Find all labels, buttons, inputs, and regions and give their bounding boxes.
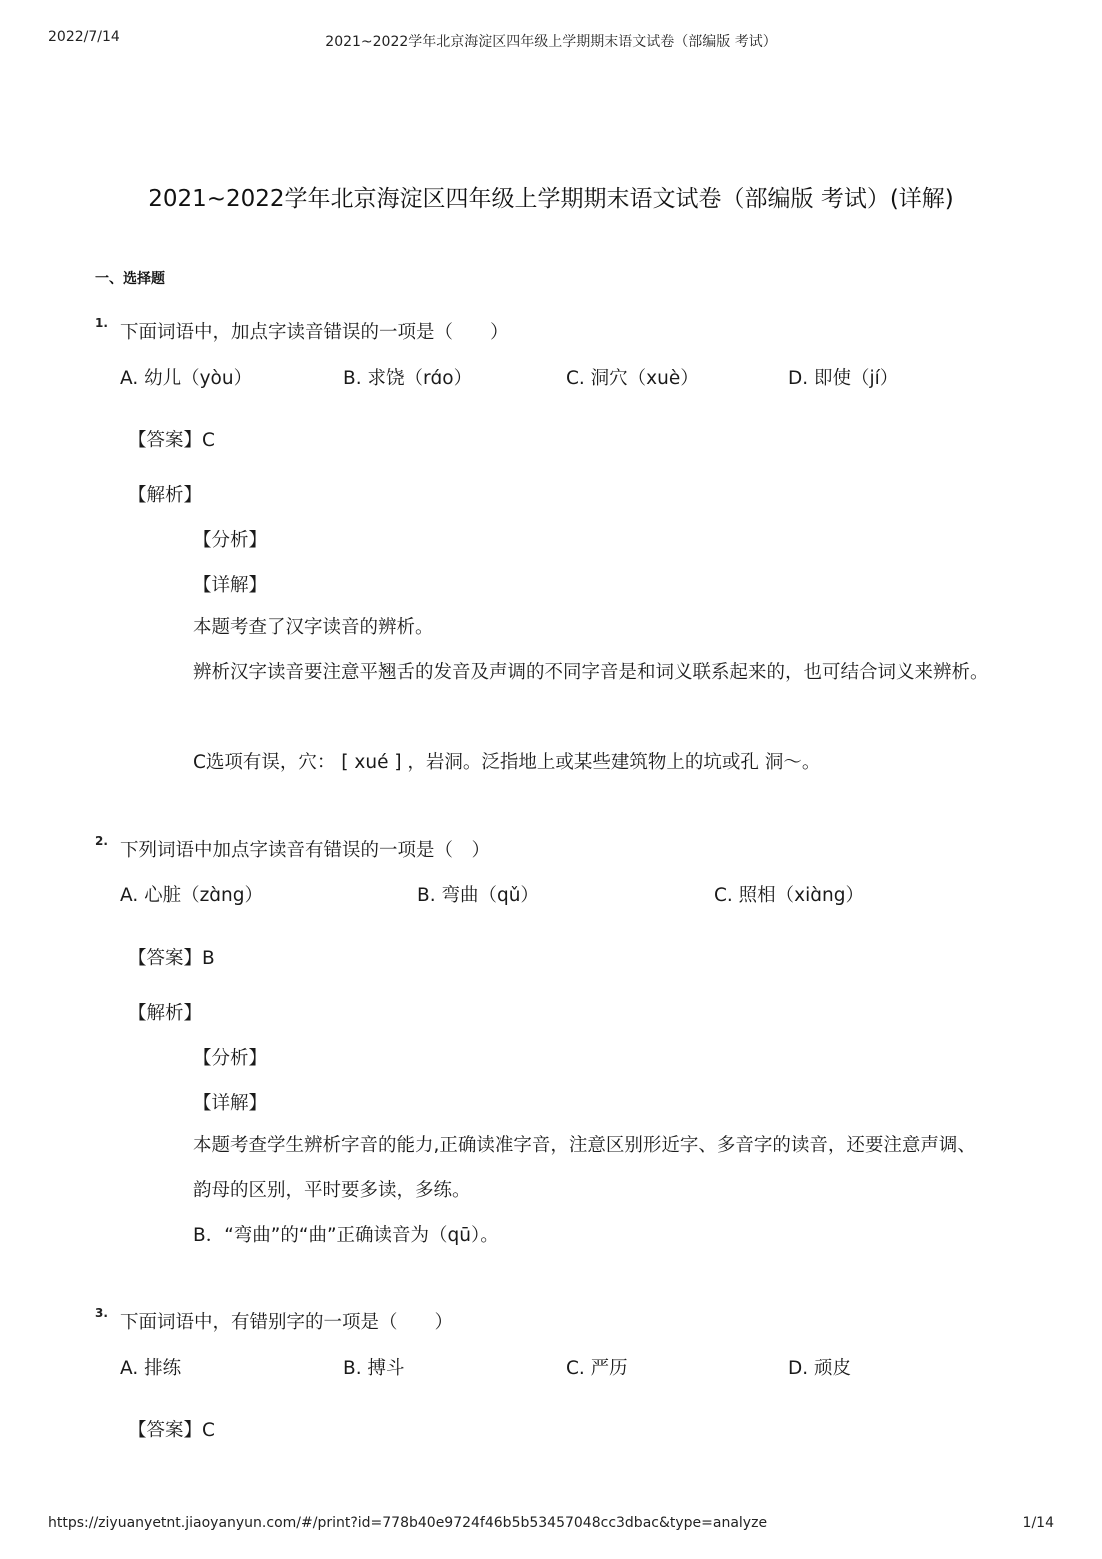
question-stem: 下面词语中，加点字读音错误的一项是（ ） [120, 322, 509, 343]
answer: 【答案】C [128, 430, 215, 451]
option-a: A. 排练 [120, 1358, 182, 1379]
option-b: B. 弯曲（qǔ） [417, 885, 539, 906]
analysis-label: 【解析】 [128, 485, 203, 506]
option-d: D. 即使（jí） [788, 368, 899, 389]
header-date: 2022/7/14 [48, 29, 120, 45]
fenxi-label: 【分析】 [193, 1048, 268, 1069]
explanation-paragraph: C选项有误，穴： [ xué ] ，岩洞。泛指地上或某些建筑物上的坑或孔 洞～。 [193, 752, 821, 773]
header-title: 2021~2022学年北京海淀区四年级上学期期末语文试卷（部编版 考试） [325, 34, 777, 50]
explanation-paragraph: 本题考查学生辨析字音的能力,正确读准字音，注意区别形近字、多音字的读音，还要注意声调、韵母的区别，平时要多读，多练。 [193, 1135, 976, 1201]
question-stem: 下面词语中，有错别字的一项是（ ） [120, 1312, 454, 1333]
option-a: A. 心脏（zɑ̀ng） [120, 885, 264, 906]
page-number: 1/14 [1022, 1515, 1054, 1531]
option-a: A. 幼儿（yòu） [120, 368, 253, 389]
xiangjie-label: 【详解】 [193, 575, 268, 596]
question-number: 3. [95, 1306, 108, 1320]
section-title: 一、选择题 [95, 271, 165, 287]
fenxi-label: 【分析】 [193, 530, 268, 551]
question-number: 2. [95, 834, 108, 848]
option-c: C. 严历 [566, 1358, 628, 1379]
explanation-paragraph: B．“弯曲”的“曲”正确读音为（qū）。 [193, 1225, 499, 1246]
option-c: C. 洞穴（xuè） [566, 368, 699, 389]
analysis-label: 【解析】 [128, 1003, 203, 1024]
document-title: 2021~2022学年北京海淀区四年级上学期期末语文试卷（部编版 考试）(详解) [148, 186, 954, 212]
option-c: C. 照相（xiɑ̀ng） [714, 885, 864, 906]
xiangjie-label: 【详解】 [193, 1093, 268, 1114]
explanation-paragraph: 本题考查了汉字读音的辨析。 [193, 617, 434, 638]
option-b: B. 求饶（rɑ́o） [343, 368, 473, 389]
option-d: D. 顽皮 [788, 1358, 852, 1379]
option-b: B. 搏斗 [343, 1358, 405, 1379]
question-stem: 下列词语中加点字读音有错误的一项是（ ） [120, 840, 491, 861]
question-number: 1. [95, 316, 108, 330]
answer: 【答案】B [128, 948, 215, 969]
answer: 【答案】C [128, 1420, 215, 1441]
explanation-paragraph: 辨析汉字读音要注意平翘舌的发音及声调的不同字音是和词义联系起来的，也可结合词义来辨析。 [193, 662, 989, 683]
footer-url: https://ziyuanyetnt.jiaoyanyun.com/#/print?id=778b40e9724f46b5b53457048cc3dbac&type=analyze [48, 1515, 768, 1531]
